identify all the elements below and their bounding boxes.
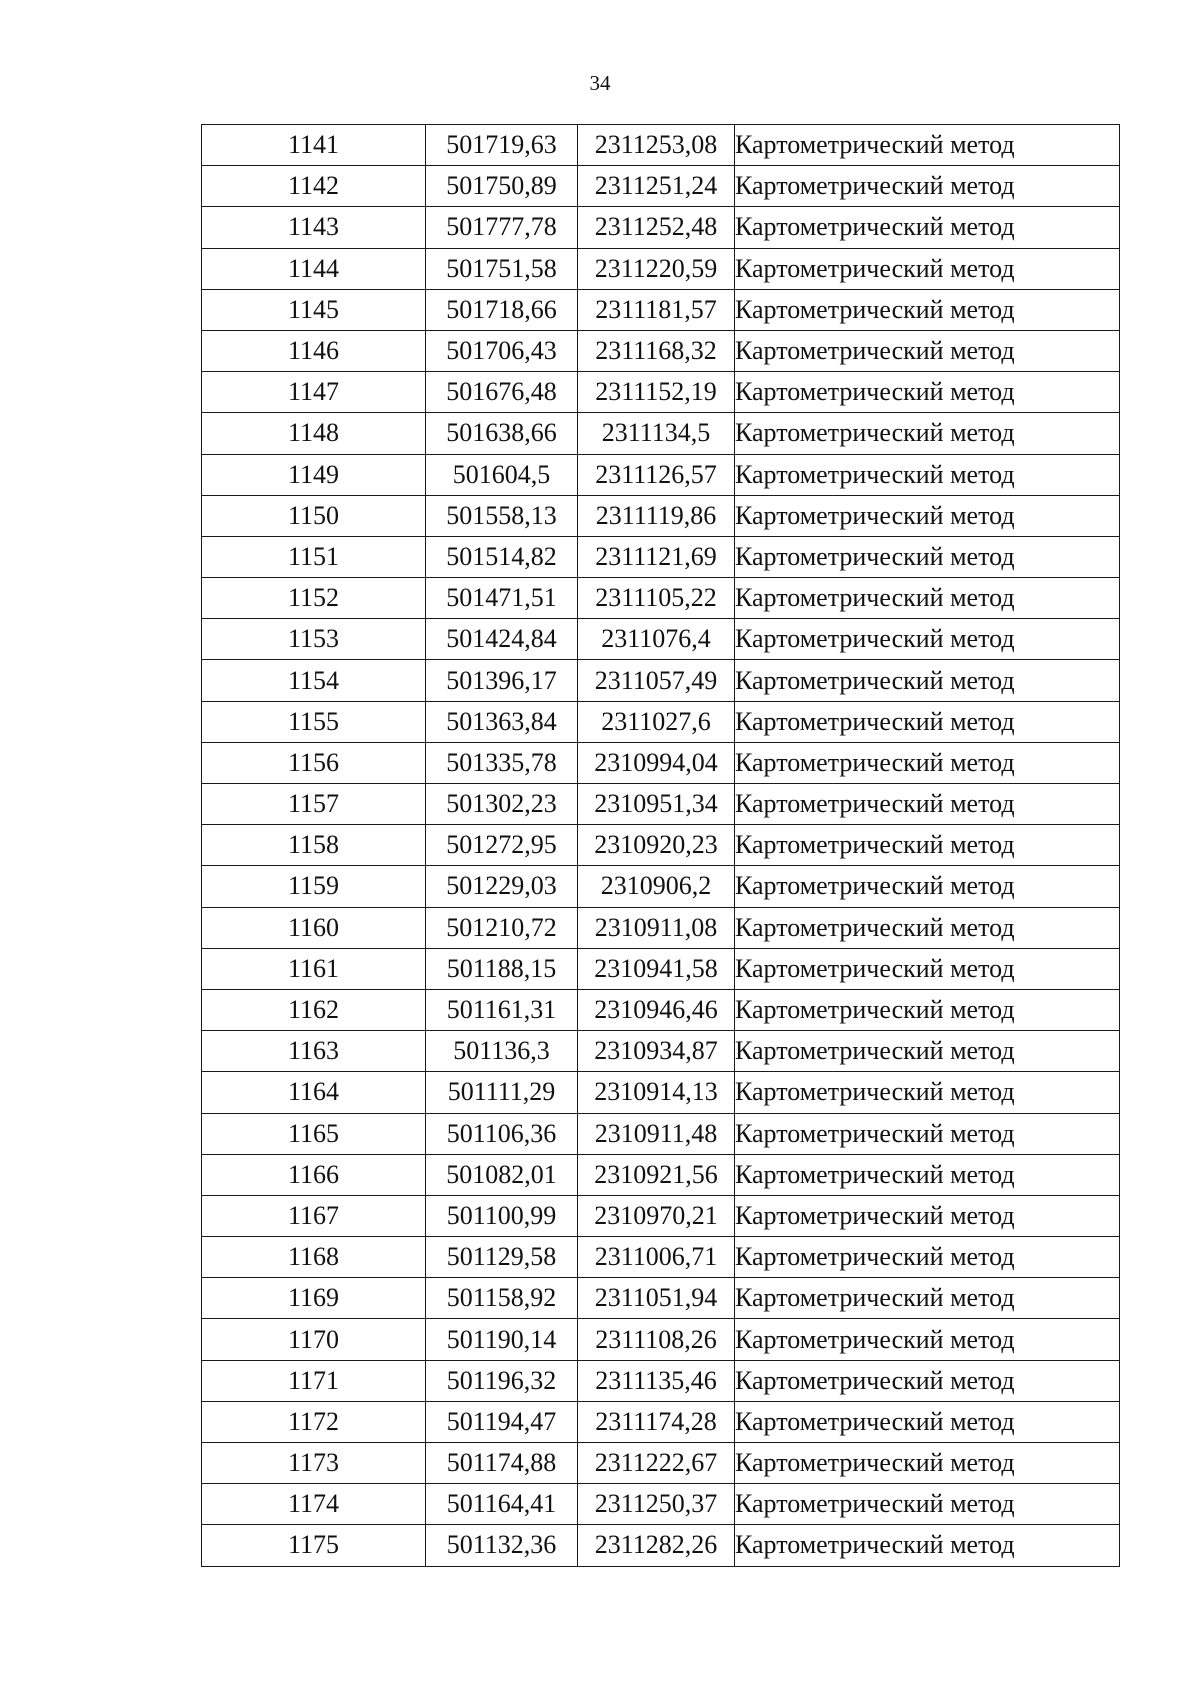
x-coordinate-cell: 501111,29 [426, 1072, 578, 1113]
point-number-cell: 1168 [202, 1237, 426, 1278]
point-number-cell: 1164 [202, 1072, 426, 1113]
table-row [202, 1484, 1120, 1525]
table-row [202, 125, 1120, 166]
y-coordinate-cell: 2310911,48 [578, 1113, 735, 1154]
table-row [202, 1031, 1120, 1072]
x-coordinate-cell: 501229,03 [426, 866, 578, 907]
table-row [202, 166, 1120, 207]
method-cell: Картометрический метод [735, 1278, 1120, 1319]
point-number-cell: 1149 [202, 454, 426, 495]
table-row [202, 1360, 1120, 1401]
y-coordinate-cell: 2311134,5 [578, 413, 735, 454]
y-coordinate-cell: 2311252,48 [578, 207, 735, 248]
x-coordinate-cell: 501161,31 [426, 989, 578, 1030]
method-cell: Картометрический метод [735, 742, 1120, 783]
table-row [202, 1278, 1120, 1319]
y-coordinate-cell: 2311222,67 [578, 1443, 735, 1484]
method-cell: Картометрический метод [735, 413, 1120, 454]
point-number-cell: 1142 [202, 166, 426, 207]
table-row [202, 1401, 1120, 1442]
table-row [202, 1443, 1120, 1484]
method-cell: Картометрический метод [735, 1319, 1120, 1360]
y-coordinate-cell: 2310911,08 [578, 907, 735, 948]
method-cell: Картометрический метод [735, 1360, 1120, 1401]
point-number-cell: 1152 [202, 578, 426, 619]
x-coordinate-cell: 501335,78 [426, 742, 578, 783]
table-row [202, 454, 1120, 495]
table-row [202, 1195, 1120, 1236]
table-row [202, 1319, 1120, 1360]
y-coordinate-cell: 2311119,86 [578, 495, 735, 536]
y-coordinate-cell: 2310920,23 [578, 825, 735, 866]
table-row [202, 495, 1120, 536]
point-number-cell: 1166 [202, 1154, 426, 1195]
point-number-cell: 1171 [202, 1360, 426, 1401]
point-number-cell: 1143 [202, 207, 426, 248]
point-number-cell: 1158 [202, 825, 426, 866]
method-cell: Картометрический метод [735, 1484, 1120, 1525]
method-cell: Картометрический метод [735, 701, 1120, 742]
x-coordinate-cell: 501718,66 [426, 289, 578, 330]
y-coordinate-cell: 2311181,57 [578, 289, 735, 330]
point-number-cell: 1156 [202, 742, 426, 783]
point-number-cell: 1174 [202, 1484, 426, 1525]
point-number-cell: 1157 [202, 784, 426, 825]
x-coordinate-cell: 501132,36 [426, 1525, 578, 1566]
method-cell: Картометрический метод [735, 619, 1120, 660]
point-number-cell: 1154 [202, 660, 426, 701]
x-coordinate-cell: 501100,99 [426, 1195, 578, 1236]
y-coordinate-cell: 2310921,56 [578, 1154, 735, 1195]
x-coordinate-cell: 501777,78 [426, 207, 578, 248]
point-number-cell: 1167 [202, 1195, 426, 1236]
method-cell: Картометрический метод [735, 1525, 1120, 1566]
x-coordinate-cell: 501194,47 [426, 1401, 578, 1442]
method-cell: Картометрический метод [735, 125, 1120, 166]
table-row [202, 866, 1120, 907]
x-coordinate-cell: 501638,66 [426, 413, 578, 454]
page-number: 34 [589, 71, 611, 95]
point-number-cell: 1153 [202, 619, 426, 660]
method-cell: Картометрический метод [735, 166, 1120, 207]
table-row [202, 989, 1120, 1030]
y-coordinate-cell: 2311251,24 [578, 166, 735, 207]
y-coordinate-cell: 2311168,32 [578, 330, 735, 371]
method-cell: Картометрический метод [735, 1443, 1120, 1484]
table-row [202, 825, 1120, 866]
table-row [202, 907, 1120, 948]
x-coordinate-cell: 501363,84 [426, 701, 578, 742]
method-cell: Картометрический метод [735, 454, 1120, 495]
method-cell: Картометрический метод [735, 660, 1120, 701]
method-cell: Картометрический метод [735, 578, 1120, 619]
y-coordinate-cell: 2310994,04 [578, 742, 735, 783]
x-coordinate-cell: 501158,92 [426, 1278, 578, 1319]
x-coordinate-cell: 501424,84 [426, 619, 578, 660]
table-row [202, 248, 1120, 289]
y-coordinate-cell: 2311152,19 [578, 372, 735, 413]
x-coordinate-cell: 501272,95 [426, 825, 578, 866]
x-coordinate-cell: 501706,43 [426, 330, 578, 371]
point-number-cell: 1173 [202, 1443, 426, 1484]
y-coordinate-cell: 2310946,46 [578, 989, 735, 1030]
x-coordinate-cell: 501210,72 [426, 907, 578, 948]
x-coordinate-cell: 501302,23 [426, 784, 578, 825]
method-cell: Картометрический метод [735, 1401, 1120, 1442]
table-row [202, 330, 1120, 371]
table-row [202, 372, 1120, 413]
x-coordinate-cell: 501750,89 [426, 166, 578, 207]
point-number-cell: 1162 [202, 989, 426, 1030]
method-cell: Картометрический метод [735, 536, 1120, 577]
x-coordinate-cell: 501676,48 [426, 372, 578, 413]
method-cell: Картометрический метод [735, 289, 1120, 330]
table-row [202, 701, 1120, 742]
method-cell: Картометрический метод [735, 1072, 1120, 1113]
method-cell: Картометрический метод [735, 330, 1120, 371]
y-coordinate-cell: 2311006,71 [578, 1237, 735, 1278]
x-coordinate-cell: 501396,17 [426, 660, 578, 701]
x-coordinate-cell: 501196,32 [426, 1360, 578, 1401]
table-row [202, 1525, 1120, 1566]
coordinates-table-body [202, 125, 1120, 1567]
point-number-cell: 1146 [202, 330, 426, 371]
x-coordinate-cell: 501190,14 [426, 1319, 578, 1360]
point-number-cell: 1170 [202, 1319, 426, 1360]
x-coordinate-cell: 501174,88 [426, 1443, 578, 1484]
point-number-cell: 1161 [202, 948, 426, 989]
y-coordinate-cell: 2311220,59 [578, 248, 735, 289]
coordinates-table [201, 124, 1120, 1567]
table-row [202, 1237, 1120, 1278]
method-cell: Картометрический метод [735, 1237, 1120, 1278]
method-cell: Картометрический метод [735, 784, 1120, 825]
point-number-cell: 1163 [202, 1031, 426, 1072]
y-coordinate-cell: 2311076,4 [578, 619, 735, 660]
method-cell: Картометрический метод [735, 1113, 1120, 1154]
x-coordinate-cell: 501188,15 [426, 948, 578, 989]
y-coordinate-cell: 2311051,94 [578, 1278, 735, 1319]
table-row [202, 619, 1120, 660]
table-row [202, 536, 1120, 577]
point-number-cell: 1160 [202, 907, 426, 948]
table-row [202, 1113, 1120, 1154]
y-coordinate-cell: 2310914,13 [578, 1072, 735, 1113]
y-coordinate-cell: 2311108,26 [578, 1319, 735, 1360]
x-coordinate-cell: 501471,51 [426, 578, 578, 619]
point-number-cell: 1144 [202, 248, 426, 289]
y-coordinate-cell: 2310970,21 [578, 1195, 735, 1236]
point-number-cell: 1151 [202, 536, 426, 577]
x-coordinate-cell: 501514,82 [426, 536, 578, 577]
point-number-cell: 1165 [202, 1113, 426, 1154]
table-row [202, 660, 1120, 701]
x-coordinate-cell: 501164,41 [426, 1484, 578, 1525]
method-cell: Картометрический метод [735, 948, 1120, 989]
x-coordinate-cell: 501719,63 [426, 125, 578, 166]
x-coordinate-cell: 501106,36 [426, 1113, 578, 1154]
y-coordinate-cell: 2310941,58 [578, 948, 735, 989]
x-coordinate-cell: 501136,3 [426, 1031, 578, 1072]
point-number-cell: 1141 [202, 125, 426, 166]
method-cell: Картометрический метод [735, 1154, 1120, 1195]
y-coordinate-cell: 2311135,46 [578, 1360, 735, 1401]
x-coordinate-cell: 501604,5 [426, 454, 578, 495]
y-coordinate-cell: 2311174,28 [578, 1401, 735, 1442]
y-coordinate-cell: 2311057,49 [578, 660, 735, 701]
table-row [202, 948, 1120, 989]
point-number-cell: 1159 [202, 866, 426, 907]
method-cell: Картометрический метод [735, 248, 1120, 289]
point-number-cell: 1169 [202, 1278, 426, 1319]
point-number-cell: 1150 [202, 495, 426, 536]
y-coordinate-cell: 2311253,08 [578, 125, 735, 166]
y-coordinate-cell: 2311250,37 [578, 1484, 735, 1525]
table-row [202, 1154, 1120, 1195]
point-number-cell: 1155 [202, 701, 426, 742]
point-number-cell: 1145 [202, 289, 426, 330]
method-cell: Картометрический метод [735, 1031, 1120, 1072]
x-coordinate-cell: 501129,58 [426, 1237, 578, 1278]
table-row [202, 289, 1120, 330]
table-row [202, 207, 1120, 248]
x-coordinate-cell: 501082,01 [426, 1154, 578, 1195]
y-coordinate-cell: 2311027,6 [578, 701, 735, 742]
y-coordinate-cell: 2311105,22 [578, 578, 735, 619]
method-cell: Картометрический метод [735, 866, 1120, 907]
x-coordinate-cell: 501751,58 [426, 248, 578, 289]
table-row [202, 1072, 1120, 1113]
point-number-cell: 1175 [202, 1525, 426, 1566]
method-cell: Картометрический метод [735, 907, 1120, 948]
method-cell: Картометрический метод [735, 495, 1120, 536]
table-row [202, 413, 1120, 454]
y-coordinate-cell: 2311282,26 [578, 1525, 735, 1566]
point-number-cell: 1148 [202, 413, 426, 454]
point-number-cell: 1147 [202, 372, 426, 413]
method-cell: Картометрический метод [735, 989, 1120, 1030]
method-cell: Картометрический метод [735, 1195, 1120, 1236]
table-row [202, 578, 1120, 619]
method-cell: Картометрический метод [735, 825, 1120, 866]
method-cell: Картометрический метод [735, 372, 1120, 413]
x-coordinate-cell: 501558,13 [426, 495, 578, 536]
table-row [202, 742, 1120, 783]
method-cell: Картометрический метод [735, 207, 1120, 248]
y-coordinate-cell: 2310934,87 [578, 1031, 735, 1072]
point-number-cell: 1172 [202, 1401, 426, 1442]
y-coordinate-cell: 2310906,2 [578, 866, 735, 907]
table-row [202, 784, 1120, 825]
y-coordinate-cell: 2310951,34 [578, 784, 735, 825]
y-coordinate-cell: 2311126,57 [578, 454, 735, 495]
y-coordinate-cell: 2311121,69 [578, 536, 735, 577]
